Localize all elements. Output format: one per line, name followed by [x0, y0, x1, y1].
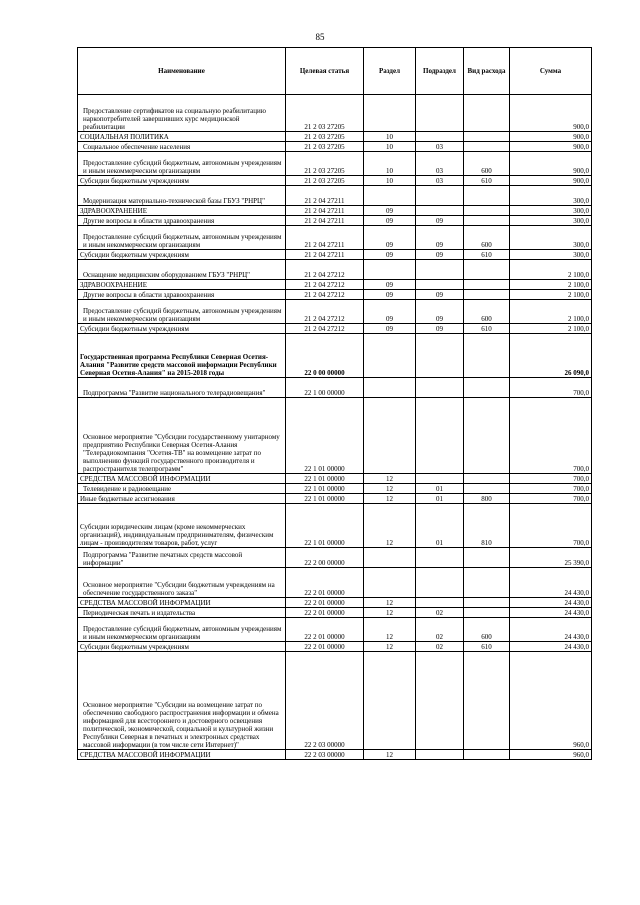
cell-type — [464, 398, 510, 474]
cell-target: 22 2 01 00000 — [286, 642, 364, 652]
cell-target: 21 2 03 27205 — [286, 152, 364, 176]
cell-type — [464, 142, 510, 152]
cell-name: Периодическая печать и издательства — [78, 608, 286, 618]
cell-target: 21 2 04 27211 — [286, 206, 364, 216]
cell-sum: 24 430,0 — [510, 568, 592, 598]
cell-section: 10 — [364, 152, 416, 176]
cell-type: 600 — [464, 152, 510, 176]
cell-target: 22 1 01 00000 — [286, 484, 364, 494]
cell-subsection: 02 — [416, 608, 464, 618]
cell-subsection: 03 — [416, 176, 464, 186]
cell-subsection — [416, 378, 464, 398]
cell-sum: 2 100,0 — [510, 290, 592, 300]
cell-target: 22 2 00 00000 — [286, 548, 364, 568]
table-row — [78, 598, 592, 608]
cell-section — [364, 186, 416, 206]
cell-sum: 300,0 — [510, 216, 592, 226]
cell-type: 800 — [464, 494, 510, 504]
table-row — [78, 608, 592, 618]
table-row — [78, 474, 592, 484]
table-row — [78, 750, 592, 760]
cell-section — [364, 568, 416, 598]
cell-subsection: 09 — [416, 324, 464, 334]
cell-section: 09 — [364, 324, 416, 334]
cell-section: 12 — [364, 618, 416, 642]
cell-name: Предоставление субсидий бюджетным, автономным учреждениям и иным некоммерческим организациям — [78, 226, 286, 250]
cell-type — [464, 652, 510, 750]
cell-type: 610 — [464, 176, 510, 186]
cell-section — [364, 652, 416, 750]
cell-sum: 24 430,0 — [510, 618, 592, 642]
cell-section — [364, 260, 416, 280]
cell-section — [364, 398, 416, 474]
cell-name: Телевидение и радиовещание — [78, 484, 286, 494]
cell-subsection: 03 — [416, 152, 464, 176]
cell-section: 09 — [364, 280, 416, 290]
cell-sum: 24 430,0 — [510, 642, 592, 652]
cell-section: 10 — [364, 176, 416, 186]
cell-type — [464, 608, 510, 618]
cell-sum: 700,0 — [510, 504, 592, 548]
cell-section: 09 — [364, 216, 416, 226]
cell-name: Модернизация материально-технической базы ГБУЗ "РНРЦ" — [78, 186, 286, 206]
cell-target: 21 2 04 27211 — [286, 250, 364, 260]
table-row — [78, 398, 592, 474]
cell-sum: 2 100,0 — [510, 324, 592, 334]
cell-section — [364, 95, 416, 132]
cell-type — [464, 216, 510, 226]
cell-type: 610 — [464, 250, 510, 260]
cell-sum: 900,0 — [510, 152, 592, 176]
cell-name: ЗДРАВООХРАНЕНИЕ — [78, 280, 286, 290]
cell-target: 21 2 04 27212 — [286, 280, 364, 290]
cell-type: 600 — [464, 300, 510, 324]
cell-subsection — [416, 750, 464, 760]
table-row — [78, 300, 592, 324]
cell-subsection — [416, 206, 464, 216]
cell-subsection: 01 — [416, 484, 464, 494]
table-row — [78, 206, 592, 216]
cell-target: 22 1 00 00000 — [286, 378, 364, 398]
table-row — [78, 290, 592, 300]
table-body — [78, 95, 592, 760]
cell-type — [464, 334, 510, 378]
cell-sum: 960,0 — [510, 750, 592, 760]
cell-sum: 700,0 — [510, 378, 592, 398]
cell-subsection — [416, 95, 464, 132]
cell-type — [464, 95, 510, 132]
cell-sum: 700,0 — [510, 484, 592, 494]
table-row — [78, 494, 592, 504]
cell-sum: 900,0 — [510, 142, 592, 152]
cell-subsection: 09 — [416, 290, 464, 300]
cell-subsection: 01 — [416, 494, 464, 504]
cell-name: Основное мероприятие "Субсидии государственному унитарному предприятию Республики Северная Осетия-Алания "Телерадиокомпания "Осетия-ТВ" на возмещение затрат по выполнению функций государственного производителя и распространителя телепрограмм" — [78, 398, 286, 474]
cell-name: СРЕДСТВА МАССОВОЙ ИНФОРМАЦИИ — [78, 598, 286, 608]
cell-sum: 24 430,0 — [510, 598, 592, 608]
cell-section: 12 — [364, 608, 416, 618]
cell-section: 09 — [364, 290, 416, 300]
header-type: Вид расхода — [464, 48, 510, 95]
cell-sum: 24 430,0 — [510, 608, 592, 618]
cell-name: СРЕДСТВА МАССОВОЙ ИНФОРМАЦИИ — [78, 474, 286, 484]
table-row — [78, 324, 592, 334]
cell-section: 10 — [364, 142, 416, 152]
cell-subsection — [416, 132, 464, 142]
table-row — [78, 504, 592, 548]
cell-sum: 700,0 — [510, 494, 592, 504]
cell-target: 22 1 01 00000 — [286, 494, 364, 504]
cell-sum: 26 090,0 — [510, 334, 592, 378]
cell-subsection — [416, 260, 464, 280]
cell-name: Субсидии бюджетным учреждениям — [78, 176, 286, 186]
cell-target: 22 0 00 00000 — [286, 334, 364, 378]
cell-name: Иные бюджетные ассигнования — [78, 494, 286, 504]
table-row — [78, 484, 592, 494]
cell-type — [464, 132, 510, 142]
table-row — [78, 334, 592, 378]
cell-target: 21 2 03 27205 — [286, 142, 364, 152]
cell-name: Оснащение медицинским оборудованием ГБУЗ "РНРЦ" — [78, 260, 286, 280]
cell-section — [364, 548, 416, 568]
cell-subsection — [416, 652, 464, 750]
cell-type — [464, 750, 510, 760]
cell-name: Предоставление субсидий бюджетным, автономным учреждениям и иным некоммерческим организациям — [78, 152, 286, 176]
table-row — [78, 260, 592, 280]
cell-type — [464, 484, 510, 494]
cell-section: 12 — [364, 484, 416, 494]
cell-target: 21 2 04 27212 — [286, 300, 364, 324]
table-header-row — [78, 48, 592, 95]
cell-name: Предоставление субсидий бюджетным, автономным учреждениям и иным некоммерческим организациям — [78, 618, 286, 642]
cell-sum: 900,0 — [510, 176, 592, 186]
cell-type — [464, 598, 510, 608]
cell-type — [464, 280, 510, 290]
cell-target: 21 2 04 27212 — [286, 260, 364, 280]
table-row — [78, 378, 592, 398]
cell-target: 22 1 01 00000 — [286, 474, 364, 484]
cell-subsection: 09 — [416, 226, 464, 250]
cell-subsection: 02 — [416, 618, 464, 642]
cell-section — [364, 378, 416, 398]
cell-name: Субсидии юридическим лицам (кроме некоммерческих организаций), индивидуальным предпринимателям, физическим лицам - производителям товаров, работ, услуг — [78, 504, 286, 548]
cell-name: СОЦИАЛЬНАЯ ПОЛИТИКА — [78, 132, 286, 142]
cell-section: 12 — [364, 494, 416, 504]
cell-subsection: 01 — [416, 504, 464, 548]
cell-name: Субсидии бюджетным учреждениям — [78, 250, 286, 260]
cell-subsection — [416, 568, 464, 598]
table-row — [78, 176, 592, 186]
table-row — [78, 132, 592, 142]
cell-subsection — [416, 474, 464, 484]
cell-target: 22 2 01 00000 — [286, 618, 364, 642]
cell-type — [464, 206, 510, 216]
cell-target: 22 2 03 00000 — [286, 652, 364, 750]
cell-section — [364, 334, 416, 378]
cell-target: 22 2 01 00000 — [286, 568, 364, 598]
table-row — [78, 152, 592, 176]
cell-target: 22 1 01 00000 — [286, 398, 364, 474]
cell-target: 21 2 04 27212 — [286, 324, 364, 334]
cell-target: 22 2 01 00000 — [286, 598, 364, 608]
cell-sum: 960,0 — [510, 652, 592, 750]
cell-sum: 300,0 — [510, 250, 592, 260]
cell-name: Основное мероприятие "Субсидии на возмещение затрат по обеспечению свободного распространения информации и обмена информацией для всестороннего и достоверного освещения политической, экономической, социальной и культурной жизни Республики Северная в печатных и электронных средствах массовой информации (в том числе сети Интернет)" — [78, 652, 286, 750]
table-row — [78, 142, 592, 152]
cell-target: 21 2 04 27211 — [286, 186, 364, 206]
cell-name: Социальное обеспечение населения — [78, 142, 286, 152]
cell-subsection: 03 — [416, 142, 464, 152]
header-sum: Сумма — [510, 48, 592, 95]
cell-name: Другие вопросы в области здравоохранения — [78, 216, 286, 226]
table-row — [78, 618, 592, 642]
cell-name: Другие вопросы в области здравоохранения — [78, 290, 286, 300]
cell-type — [464, 186, 510, 206]
cell-target: 21 2 03 27205 — [286, 95, 364, 132]
cell-name: Предоставление субсидий бюджетным, автономным учреждениям и иным некоммерческим организациям — [78, 300, 286, 324]
cell-section: 09 — [364, 226, 416, 250]
header-section: Раздел — [364, 48, 416, 95]
table-row — [78, 226, 592, 250]
cell-name: Предоставление сертификатов на социальную реабилитацию наркопотребителей завершивших курс медицинской реабилитации — [78, 95, 286, 132]
cell-type: 610 — [464, 324, 510, 334]
cell-sum: 700,0 — [510, 474, 592, 484]
cell-sum: 900,0 — [510, 95, 592, 132]
cell-target: 22 2 03 00000 — [286, 750, 364, 760]
cell-name: ЗДРАВООХРАНЕНИЕ — [78, 206, 286, 216]
cell-name: Субсидии бюджетным учреждениям — [78, 642, 286, 652]
cell-type — [464, 474, 510, 484]
cell-type — [464, 290, 510, 300]
cell-subsection: 09 — [416, 216, 464, 226]
table-row — [78, 652, 592, 750]
cell-subsection: 09 — [416, 250, 464, 260]
cell-target: 21 2 04 27211 — [286, 216, 364, 226]
header-name: Наименование — [78, 48, 286, 95]
header-target: Целевая статья — [286, 48, 364, 95]
cell-section: 09 — [364, 250, 416, 260]
table-row — [78, 548, 592, 568]
cell-type: 600 — [464, 618, 510, 642]
cell-sum: 300,0 — [510, 186, 592, 206]
table-row — [78, 186, 592, 206]
cell-sum: 2 100,0 — [510, 280, 592, 290]
cell-type: 610 — [464, 642, 510, 652]
cell-subsection — [416, 186, 464, 206]
table-row — [78, 642, 592, 652]
cell-section: 09 — [364, 300, 416, 324]
cell-type: 810 — [464, 504, 510, 548]
cell-subsection: 09 — [416, 300, 464, 324]
table-row — [78, 216, 592, 226]
table-row — [78, 568, 592, 598]
cell-type: 600 — [464, 226, 510, 250]
table-row — [78, 95, 592, 132]
cell-section: 09 — [364, 206, 416, 216]
cell-type — [464, 568, 510, 598]
cell-subsection — [416, 280, 464, 290]
table-row — [78, 280, 592, 290]
cell-section: 10 — [364, 132, 416, 142]
page-number: 85 — [315, 32, 325, 42]
cell-section: 12 — [364, 642, 416, 652]
cell-name: Государственная программа Республики Северная Осетия-Алания "Развитие средств массовой информации Республики Северная Осетия-Алания" на 2015-2018 годы — [78, 334, 286, 378]
cell-subsection — [416, 548, 464, 568]
cell-sum: 300,0 — [510, 206, 592, 216]
cell-sum: 300,0 — [510, 226, 592, 250]
cell-subsection — [416, 334, 464, 378]
cell-name: Субсидии бюджетным учреждениям — [78, 324, 286, 334]
cell-target: 21 2 04 27212 — [286, 290, 364, 300]
cell-target: 21 2 03 27205 — [286, 176, 364, 186]
cell-target: 22 2 01 00000 — [286, 608, 364, 618]
cell-type — [464, 548, 510, 568]
cell-sum: 2 100,0 — [510, 300, 592, 324]
cell-target: 22 1 01 00000 — [286, 504, 364, 548]
cell-sum: 700,0 — [510, 398, 592, 474]
cell-name: Основное мероприятие "Субсидии бюджетным учреждениям на обеспечение государственного заказа" — [78, 568, 286, 598]
table-row — [78, 250, 592, 260]
cell-name: Подпрограмма "Развитие национального телерадиовещания" — [78, 378, 286, 398]
cell-subsection — [416, 398, 464, 474]
cell-target: 21 2 03 27205 — [286, 132, 364, 142]
budget-table — [77, 47, 592, 760]
cell-target: 21 2 04 27211 — [286, 226, 364, 250]
cell-type — [464, 378, 510, 398]
cell-type — [464, 260, 510, 280]
cell-section: 12 — [364, 598, 416, 608]
cell-name: Подпрограмма "Развитие печатных средств массовой информации" — [78, 548, 286, 568]
cell-name: СРЕДСТВА МАССОВОЙ ИНФОРМАЦИИ — [78, 750, 286, 760]
cell-section: 12 — [364, 474, 416, 484]
cell-sum: 900,0 — [510, 132, 592, 142]
cell-subsection — [416, 598, 464, 608]
cell-sum: 2 100,0 — [510, 260, 592, 280]
cell-section: 12 — [364, 750, 416, 760]
header-subsection: Подраздел — [416, 48, 464, 95]
cell-section: 12 — [364, 504, 416, 548]
cell-sum: 25 390,0 — [510, 548, 592, 568]
cell-subsection: 02 — [416, 642, 464, 652]
